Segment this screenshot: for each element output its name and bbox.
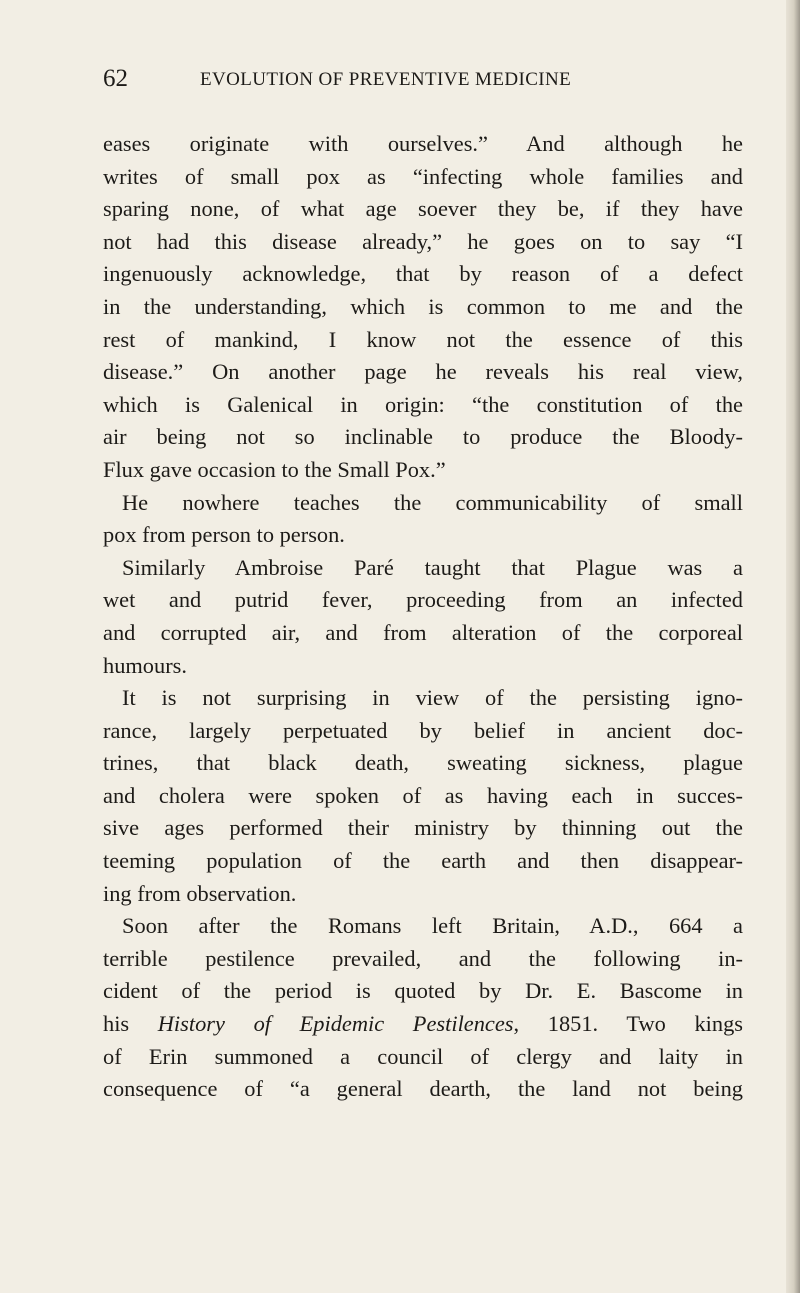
book-title: History of Epidemic Pestilences: [157, 1011, 514, 1037]
body-text: [103, 128, 743, 1106]
text-line: trines, that black death, sweating sickness, plague: [103, 750, 743, 776]
text-line: wet and putrid fever, proceeding from an infected: [103, 587, 743, 613]
text-line: and cholera were spoken of as having each in succes-: [103, 782, 743, 808]
text-line: Soon after the Romans left Britain, A.D., 664 a: [122, 913, 743, 939]
text-line: which is Galenical in origin: “the constitution of the: [103, 391, 743, 417]
text-line: writes of small pox as “infecting whole families and: [103, 163, 743, 189]
text-line: consequence of “a general dearth, the land not being: [103, 1076, 743, 1102]
text-line: Flux gave occasion to the Small Pox.”: [103, 456, 446, 482]
text-line: eases originate with ourselves.” And although he: [103, 131, 743, 156]
text-line: He nowhere teaches the communicability of small: [122, 489, 743, 515]
text-line: ing from observation.: [103, 880, 297, 906]
text-line-segment: his: [103, 1011, 158, 1037]
running-head-title: EVOLUTION OF PREVENTIVE MEDICINE: [200, 69, 572, 90]
page-number: 62: [103, 65, 128, 92]
text-line: and corrupted air, and from alteration of the corporeal: [103, 619, 743, 645]
running-head: [103, 64, 743, 94]
text-line: of Erin summoned a council of clergy and laity in: [103, 1043, 743, 1069]
text-line: disease.” On another page he reveals his real view,: [103, 359, 743, 385]
text-line: rest of mankind, I know not the essence of this: [103, 326, 743, 352]
text-line: sparing none, of what age soever they be, if they have: [103, 196, 743, 222]
text-line: not had this disease already,” he goes on to say “I: [103, 228, 743, 254]
page-edge-shadow: [786, 0, 800, 1293]
text-line: teeming population of the earth and then disappear-: [103, 848, 743, 874]
text-line: rance, largely perpetuated by belief in ancient doc-: [103, 717, 743, 743]
text-line: pox from person to person.: [103, 522, 345, 548]
text-line: sive ages performed their ministry by thinning out the: [103, 815, 743, 841]
text-line: cident of the period is quoted by Dr. E. Bascome in: [103, 978, 743, 1004]
text-line: air being not so inclinable to produce the Bloody-: [103, 424, 743, 450]
text-line: in the understanding, which is common to me and the: [103, 293, 743, 319]
text-line-segment: , 1851. Two kings: [513, 1011, 743, 1037]
text-line: It is not surprising in view of the persisting igno-: [122, 685, 743, 711]
text-line: [103, 1008, 743, 1041]
text-line: humours.: [103, 652, 187, 678]
text-line: terrible pestilence prevailed, and the following in-: [103, 945, 743, 971]
text-line: Similarly Ambroise Paré taught that Plague was a: [122, 554, 743, 580]
text-line: ingenuously acknowledge, that by reason of a defect: [103, 261, 743, 287]
